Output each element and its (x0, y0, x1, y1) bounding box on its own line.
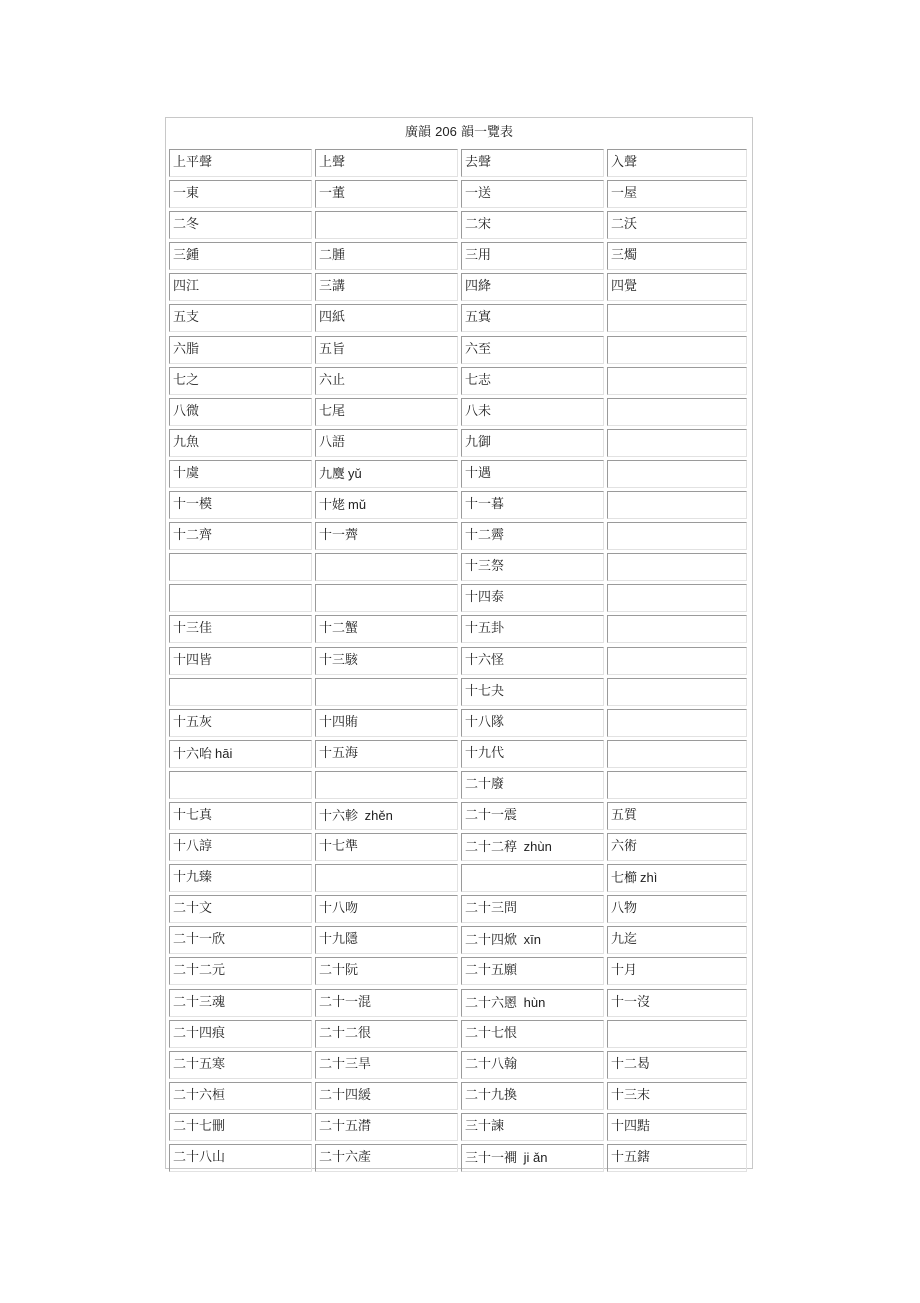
rhyme-label: 二十四痕 (173, 1025, 226, 1041)
rhyme-label: 十月 (611, 963, 638, 979)
table-row (168, 397, 752, 428)
table-cell (315, 1020, 458, 1048)
table-row (168, 210, 752, 241)
rhyme-label: 九麌 (319, 466, 346, 482)
pinyin-reading: xīn (520, 932, 541, 948)
rhyme-label: 五旨 (319, 341, 346, 357)
table-cell (607, 553, 747, 581)
rhyme-label: 九迄 (611, 932, 638, 948)
table-cell (607, 180, 747, 208)
table-cell (169, 895, 312, 923)
table-cell (169, 957, 312, 985)
table-row (168, 677, 752, 708)
table-cell (461, 211, 604, 239)
rhyme-label: 三十一襇 (465, 1151, 518, 1166)
rhyme-label: 十九隱 (319, 932, 359, 948)
rhyme-label: 二十阮 (319, 963, 359, 979)
table-cell (169, 304, 312, 332)
table-cell (607, 989, 747, 1017)
table-cell (607, 1082, 747, 1110)
rhyme-label: 二十四緩 (319, 1087, 372, 1103)
table-cell (461, 833, 604, 861)
table-cell (169, 180, 312, 208)
rhyme-label: 二十廢 (465, 776, 505, 792)
table-cell (461, 709, 604, 737)
rhyme-label: 七之 (173, 372, 200, 388)
rhyme-label: 一董 (319, 186, 346, 202)
table-row (168, 708, 752, 739)
table-title (166, 118, 752, 148)
table-row (168, 428, 752, 459)
rhyme-label: 十四賄 (319, 714, 359, 730)
table-cell (315, 615, 458, 643)
table-row (168, 583, 752, 614)
table-cell (169, 429, 312, 457)
rhyme-label: 十八隊 (465, 714, 505, 730)
table-cell (315, 1113, 458, 1141)
table-cell (607, 367, 747, 395)
rhyme-label: 九御 (465, 434, 492, 450)
table-cell (169, 1144, 312, 1172)
table-row (168, 739, 752, 770)
rhyme-label: 十三駭 (319, 652, 359, 668)
table-cell (607, 242, 747, 270)
table-cell (315, 553, 458, 581)
table-cell (315, 367, 458, 395)
table-cell (315, 304, 458, 332)
table-cell (461, 957, 604, 985)
table-cell (315, 709, 458, 737)
table-cell (607, 678, 747, 706)
pinyin-reading: hùn (520, 994, 546, 1010)
rhyme-label: 十二齊 (173, 528, 213, 544)
rhyme-label: 二十一欣 (173, 932, 226, 948)
table-row (168, 1081, 752, 1112)
table-cell (315, 211, 458, 239)
table-row (168, 1112, 752, 1143)
rhyme-label: 二十八翰 (465, 1056, 518, 1072)
table-cell (315, 180, 458, 208)
table-cell (169, 678, 312, 706)
table-cell (607, 1144, 747, 1172)
rhyme-label: 二十五寒 (173, 1056, 226, 1072)
rhyme-label: 七尾 (319, 403, 346, 419)
rhyme-label: 十九臻 (173, 870, 213, 886)
table-cell (461, 926, 604, 954)
rhyme-label: 二十九換 (465, 1087, 518, 1103)
rhyme-label: 八微 (173, 403, 200, 419)
table-cell (607, 615, 747, 643)
header-cell: 上聲 (315, 149, 458, 177)
pinyin-reading: mǔ (348, 497, 367, 513)
rhyme-label: 六至 (465, 341, 492, 357)
table-cell (461, 367, 604, 395)
table-cell (315, 460, 458, 488)
rhyme-label: 十八諄 (173, 839, 213, 855)
table-cell (607, 740, 747, 768)
rhyme-label: 一東 (173, 186, 200, 202)
rhyme-label: 七櫛 (611, 871, 638, 887)
rhyme-label: 三燭 (611, 248, 638, 264)
rhyme-label: 十二蟹 (319, 621, 359, 637)
rhyme-label: 十二曷 (611, 1056, 651, 1072)
table-row (168, 925, 752, 956)
table-cell (169, 242, 312, 270)
table-row (168, 832, 752, 863)
rhyme-label: 二十六慁 (465, 995, 518, 1011)
rhyme-label: 二十六桓 (173, 1087, 226, 1103)
rhyme-label: 十六怪 (465, 652, 505, 668)
rhyme-label: 二沃 (611, 217, 638, 233)
table-cell (169, 273, 312, 301)
header-row (168, 148, 752, 179)
table-cell (607, 273, 747, 301)
table-cell (607, 1051, 747, 1079)
table-cell (461, 1113, 604, 1141)
table-cell (315, 1051, 458, 1079)
rhyme-label: 二腫 (319, 248, 346, 264)
rhyme-label: 二十二很 (319, 1025, 372, 1041)
table-cell (169, 926, 312, 954)
table-cell (461, 584, 604, 612)
rhyme-label: 四紙 (319, 310, 346, 326)
table-row (168, 894, 752, 925)
rhyme-label: 六止 (319, 372, 346, 388)
rhyme-label: 二十五願 (465, 963, 518, 979)
table-cell (461, 336, 604, 364)
rhyme-label: 六脂 (173, 341, 200, 357)
table-cell (169, 615, 312, 643)
rhyme-label: 六術 (611, 839, 638, 855)
table-row (168, 459, 752, 490)
table-cell (461, 615, 604, 643)
table-title-number: 206 (435, 124, 457, 139)
table-cell (315, 678, 458, 706)
table-cell (461, 740, 604, 768)
table-row (168, 272, 752, 303)
table-cell (169, 553, 312, 581)
rhyme-label: 十三佳 (173, 621, 213, 637)
table-row (168, 490, 752, 521)
table-cell (461, 304, 604, 332)
table-row (168, 1019, 752, 1050)
rhyme-label: 十六軫 (319, 808, 359, 824)
table-cell (315, 242, 458, 270)
rhyme-label: 二十一震 (465, 807, 518, 823)
table-cell (607, 522, 747, 550)
rhyme-label: 十四黠 (611, 1118, 651, 1134)
rhyme-label: 二十八山 (173, 1150, 226, 1165)
table-cell (315, 1082, 458, 1110)
table-cell (461, 398, 604, 426)
table-cell (169, 1020, 312, 1048)
table-cell (169, 1113, 312, 1141)
table-row (168, 241, 752, 272)
rhyme-label: 十八吻 (319, 901, 359, 917)
table-row (168, 1143, 752, 1174)
rhyme-label: 二十七恨 (465, 1025, 518, 1041)
rhyme-label: 十四泰 (465, 590, 505, 606)
rhyme-label: 九魚 (173, 434, 200, 450)
table-cell (169, 989, 312, 1017)
rhyme-label: 十五鎋 (611, 1150, 651, 1165)
table-cell (169, 398, 312, 426)
table-row (168, 179, 752, 210)
table-cell (607, 304, 747, 332)
table-cell (315, 647, 458, 675)
table-cell (315, 491, 458, 519)
table-cell (607, 429, 747, 457)
rhyme-label: 十九代 (465, 745, 505, 761)
rhyme-label: 十姥 (319, 498, 346, 514)
rhyme-label: 十一暮 (465, 497, 505, 513)
rhyme-label: 十三祭 (465, 559, 505, 575)
table-cell (169, 584, 312, 612)
table-cell (315, 740, 458, 768)
table-cell (607, 926, 747, 954)
rhyme-label: 二十文 (173, 901, 213, 917)
table-cell (607, 211, 747, 239)
table-row (168, 956, 752, 987)
table-cell (461, 771, 604, 799)
table-row (168, 646, 752, 677)
table-cell (607, 647, 747, 675)
table-cell (315, 522, 458, 550)
rhyme-label: 八物 (611, 901, 638, 917)
rhyme-label: 三用 (465, 248, 492, 264)
rhyme-label: 十一模 (173, 497, 213, 513)
table-cell (315, 398, 458, 426)
table-cell (461, 647, 604, 675)
table-cell (461, 1082, 604, 1110)
rhyme-label: 十四皆 (173, 652, 213, 668)
rhyme-label: 二宋 (465, 217, 492, 233)
table-title-prefix: 廣韻 (404, 125, 431, 140)
rhyme-label: 十六咍 (173, 746, 213, 762)
pinyin-reading: zhěn (361, 807, 393, 823)
table-cell (461, 491, 604, 519)
table-cell (169, 647, 312, 675)
table-cell (315, 336, 458, 364)
rhyme-table (165, 117, 753, 1169)
table-row (168, 335, 752, 366)
rhyme-label: 八語 (319, 434, 346, 450)
table-row (168, 988, 752, 1019)
table-grid (168, 148, 752, 1174)
table-row (168, 552, 752, 583)
rhyme-label: 十三末 (611, 1087, 651, 1103)
rhyme-label: 十一薺 (319, 528, 359, 544)
table-cell (461, 429, 604, 457)
pinyin-reading: ji ǎn (520, 1150, 548, 1165)
table-title-suffix: 韻一覽表 (460, 125, 513, 140)
rhyme-label: 二十三問 (465, 901, 518, 917)
rhyme-label: 十七真 (173, 807, 213, 823)
table-cell (315, 584, 458, 612)
rhyme-label: 十五灰 (173, 714, 213, 730)
table-cell (461, 802, 604, 830)
rhyme-label: 四江 (173, 279, 200, 295)
table-row (168, 863, 752, 894)
table-cell (607, 833, 747, 861)
table-row (168, 303, 752, 334)
pinyin-reading: hāi (215, 745, 233, 761)
rhyme-label: 三十諫 (465, 1118, 505, 1134)
table-cell (607, 771, 747, 799)
rhyme-label: 十遇 (465, 465, 492, 481)
rhyme-label: 十二霽 (465, 528, 505, 544)
table-cell (315, 273, 458, 301)
table-cell (607, 1113, 747, 1141)
table-cell (461, 1051, 604, 1079)
table-cell (169, 211, 312, 239)
table-cell (607, 864, 747, 892)
rhyme-label: 四覺 (611, 279, 638, 295)
rhyme-label: 三鍾 (173, 248, 200, 264)
table-cell (169, 833, 312, 861)
table-cell (315, 864, 458, 892)
table-cell (315, 833, 458, 861)
rhyme-label: 四絳 (465, 279, 492, 295)
rhyme-label: 一送 (465, 186, 492, 202)
table-cell (315, 771, 458, 799)
rhyme-label: 二十四焮 (465, 933, 518, 949)
table-cell (461, 522, 604, 550)
table-cell (315, 1144, 458, 1172)
table-row (168, 521, 752, 552)
table-cell (461, 273, 604, 301)
table-cell (461, 864, 604, 892)
rhyme-label: 二十三旱 (319, 1056, 372, 1072)
rhyme-label: 十五海 (319, 745, 359, 761)
table-cell (315, 429, 458, 457)
table-cell (607, 491, 747, 519)
table-cell (315, 802, 458, 830)
rhyme-label: 七志 (465, 372, 492, 388)
rhyme-label: 二十六產 (319, 1150, 372, 1165)
table-cell (607, 895, 747, 923)
table-cell (169, 740, 312, 768)
header-cell: 入聲 (607, 149, 747, 177)
table-cell (169, 460, 312, 488)
rhyme-label: 十五卦 (465, 621, 505, 637)
rhyme-label: 八未 (465, 403, 492, 419)
rhyme-label: 三講 (319, 279, 346, 295)
table-row (168, 770, 752, 801)
rhyme-label: 二十二元 (173, 963, 226, 979)
rhyme-label: 一屋 (611, 186, 638, 202)
table-cell (461, 553, 604, 581)
rhyme-label: 十七準 (319, 839, 359, 855)
table-cell (461, 1144, 604, 1172)
table-cell (461, 460, 604, 488)
rhyme-label: 二十三魂 (173, 994, 226, 1010)
table-cell (169, 491, 312, 519)
table-cell (607, 336, 747, 364)
table-cell (169, 336, 312, 364)
table-row (168, 614, 752, 645)
rhyme-label: 五寘 (465, 310, 492, 326)
rhyme-label: 二冬 (173, 217, 200, 233)
table-row (168, 366, 752, 397)
table-cell (461, 895, 604, 923)
table-cell (169, 802, 312, 830)
rhyme-label: 五支 (173, 310, 200, 326)
table-cell (607, 709, 747, 737)
table-cell (607, 584, 747, 612)
rhyme-label: 五質 (611, 807, 638, 823)
rhyme-label: 十虞 (173, 465, 200, 481)
table-cell (169, 522, 312, 550)
pinyin-reading: yǔ (348, 465, 362, 481)
table-cell (169, 709, 312, 737)
table-cell (169, 367, 312, 395)
header-cell: 去聲 (461, 149, 604, 177)
rhyme-label: 十一沒 (611, 994, 651, 1010)
table-row (168, 801, 752, 832)
table-row (168, 1050, 752, 1081)
header-cell: 上平聲 (169, 149, 312, 177)
table-cell (461, 678, 604, 706)
rhyme-label: 十七夬 (465, 683, 505, 699)
table-cell (461, 242, 604, 270)
table-cell (461, 1020, 604, 1048)
table-cell (607, 460, 747, 488)
pinyin-reading: zhì (640, 870, 658, 886)
pinyin-reading: zhùn (520, 839, 552, 855)
table-cell (315, 926, 458, 954)
rhyme-label: 二十五潸 (319, 1118, 372, 1134)
table-cell (169, 1051, 312, 1079)
rhyme-label: 二十一混 (319, 994, 372, 1010)
table-cell (461, 180, 604, 208)
table-cell (607, 398, 747, 426)
table-cell (315, 957, 458, 985)
table-cell (315, 989, 458, 1017)
table-cell (461, 989, 604, 1017)
table-cell (169, 1082, 312, 1110)
table-cell (315, 895, 458, 923)
table-cell (169, 771, 312, 799)
table-cell (607, 1020, 747, 1048)
table-cell (607, 802, 747, 830)
table-cell (169, 864, 312, 892)
rhyme-label: 二十二稕 (465, 840, 518, 856)
rhyme-label: 二十七刪 (173, 1118, 226, 1134)
table-cell (607, 957, 747, 985)
